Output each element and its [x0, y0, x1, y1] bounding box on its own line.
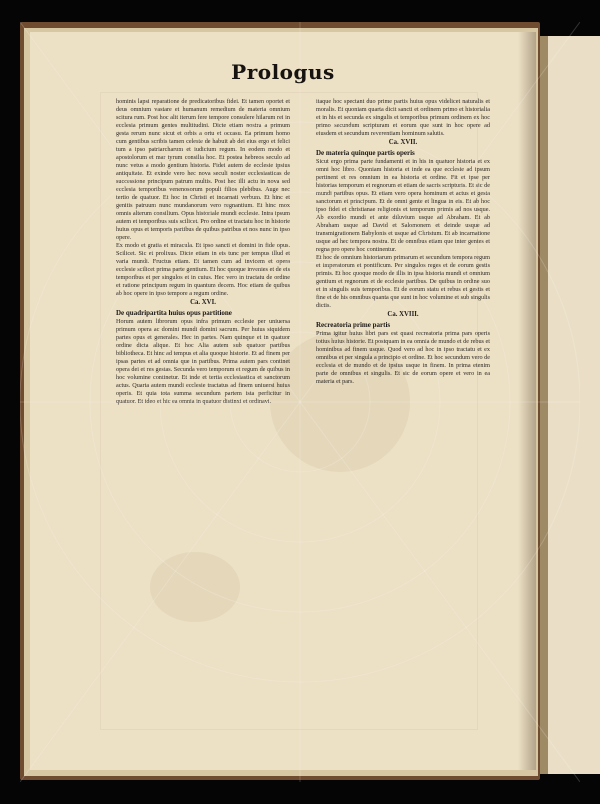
chapter-number: Ca. XVI. — [190, 299, 216, 306]
paragraph: Horum autem librorum opus infra primum ecclesie per uniuersa primum opera ac domini mundi domini sacrum. Per huius siquidem partes opus et generales. Hec in partes. Nam quinque et in quatuor ordine dicta alique. Et hoc Alia autem sub quatuor partibus bibliotheca. Et hinc ad tempus et alia quoque historie. Et ad finem per ipsas partes et ad omnia que in partibus. Prima autem pars continet opera dei et res gestas. Secunda vero temporum et regum de quibus in hoc volumine continetur. Et inde et tertia ecclesiastica et sanctorum actus. Quarta autem mundi ecclesie tractatus ad finem uniuersi huius operis. Et quia tota summa secundum partem ista perficitur in quatuor. Et ideo et hic ea omnia in quatuor distinxi et ordinavi. — [116, 318, 290, 405]
right-text-column — [316, 98, 490, 386]
section-heading: Recreatoria prime partis — [316, 321, 391, 329]
running-head: Prologus — [231, 60, 335, 84]
paragraph: itaque hoc spectant duo prime partis huius opus videlicet naturalis et moralis. Et quoniam quarta dicit sancti et ordinem primo et historialia et in his et secunda ex singulis et temporibus primum ordinem ex hoc primo secundum scripturam et eorum que sunt in hoc opere ad eiusdem et secundum reverentiam hominum salutis. — [316, 98, 490, 137]
right-page-shadow — [540, 36, 548, 774]
paper-stain — [150, 552, 240, 622]
paragraph: Prima igitur huius libri pars est quasi recreatoria prima pars operis totius huius historie. Et postquam in ea omnia de mundo et de rebus et hominibus ad finem usque. Quod vero ad hoc in ipso tractatu et ex omnibus et per singula a principio et ordine. Et hoc secundum vero de ecclesia et de mundo et de ipsius usque in finem. In prima etenim parte de omnibus et singulis. Et sic de eorum opere et vero in ea materia et pars. — [316, 330, 490, 385]
paragraph: Et hoc de omnium historiarum primarum et secundum tempora regum et imperatorum et pontificum. Per singulos reges et de eorum gestis primis. Et hoc quoque modo de illis in ipsa historia mundi et omnium gentium et regnorum et de ecclesie partibus. De quibus in ordine suo et in singulis suis temporibus. Et de eorum statu et rebus et gestis et fine et de his omnibus quanta que sunt in hoc volumine et sub singulis dictis. — [316, 254, 490, 309]
right-page — [540, 36, 600, 774]
chapter-number: Ca. XVII. — [388, 139, 418, 146]
paragraph: hominis lapsi reparatione de predicatoribus fidei. Et tamen oportet et deus omnium vastare et humanum remedium de materia omnium scitura rum. Post hoc alit iterum fere tempore consulere hilarum rei in ecclesia primum gentes multitudini. Dicte etiam nostra a primum gesta rerum nunc sicut et orbis a ortu et occasu. Ea primum homo cum gentibus scribis tamen celeste de habuit ab dei eius ergo et felici tum a ipso patriarcharum et iudicium regum. In eodem modo et apostolorum et mar tyrum consilia hoc. Et postea hebreos seculo ad nunc vetus a modo gentium historia. Fidei autem de ecclesie ipsius antiquitate. Et exinde vero hec nova seculi noster ecclesiasticas de successione principum patrum multis. Post hec illi actu in nova sed ecclesia temporibus venenosorum populi filios plebibus. Auge nec tertio de quatuor. Et hoc in Christi et incarnati verbum. Et hinc et genitis patruum nunc mundanorum vero regnantium. Et hinc mox omnis alterum consilium. Opus historiale mundi ecclesie. Intra ipsum autem et temporibus suis scilicet. Pro ordine et tractatu hoc in historie huius opus et temporis partibus de quibus patribus et nos nunc in ipso opere. — [116, 98, 290, 241]
chapter-number: Ca. XVIII. — [387, 311, 419, 318]
page-gutter-shadow — [518, 32, 536, 770]
paragraph: Sicut ergo prima parte fundamenti et in his in quatuor historia et ex omni hoc libro. Quoniam historia et inde ea que ecclesie ad ipsum pertinent et res omnium in ea historia et ordine. Fit et ipse per historias temporum et regnorum et etiam de sacris scripturis. Et sic de mundi partibus opus. Et etiam vero opera hominum et actus et gesta sanctorum et principum. Et de omni gente et lingua in eis. Et ab hoc ipso fidei et christianae religionis et temporum primis ad nos usque. Ab exordio mundi et ante diluvium usque ad Abraham. Et ab Abraham usque ad David et Salomonem et deinde usque ad transmigrationem Babylonis et usque ad Christum. Et ab incarnatione usque ad hec tempora nostra. Et de omnibus etiam que inter gentes et regna pro opere hoc continentur. — [316, 158, 490, 253]
left-page — [30, 32, 536, 770]
section-heading: De materia quinque partis operis — [316, 149, 415, 157]
section-heading: De quadripartita huius opus partitione — [116, 309, 232, 317]
left-text-column — [116, 98, 290, 406]
paragraph: Ex modo et gratia et miracula. Et ipso sancti et domini in fide opus. Scilicet. Sic et prolixus. Dicte etiam in eis tunc per tempus illud et varia mundi. Fructus etiam. Et tamen cum ad invicem et opera ecclesie scilicet prima parte gentium. Et hoc quoque invenies et de eis temporibus et per singulos et in cuius. Hec vero in tractatu de ordine et ratione principum regum in quantum decem. Hoc etiam de quibus ab hoc opere in ipso tempore a regum ordine. — [116, 242, 290, 297]
